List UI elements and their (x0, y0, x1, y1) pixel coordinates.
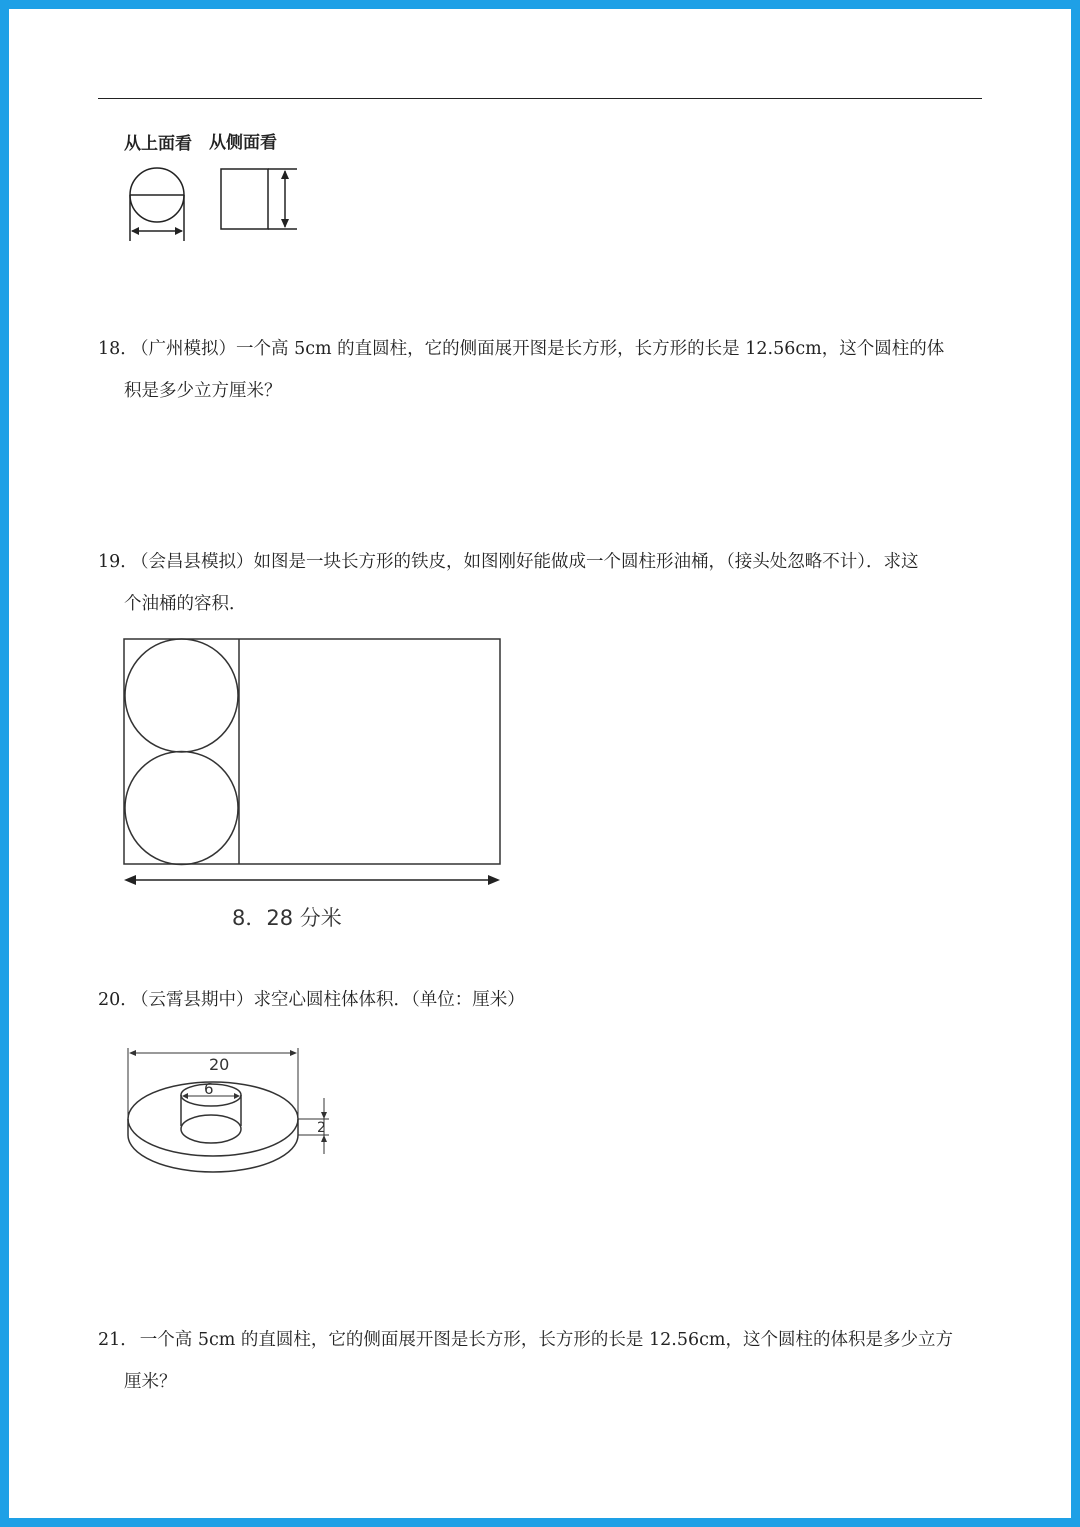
question-number: 21． (98, 1330, 138, 1350)
side-view-label: 从侧面看 (209, 133, 277, 153)
base-circle-bottom (125, 752, 238, 865)
question-text: （云霄县期中）求空心圆柱体体积．（单位：厘米） (139, 990, 525, 1010)
hollow-cylinder-figure (119, 1034, 349, 1194)
length-label: 8．28 分米 (232, 906, 342, 930)
question-text: 一个高 5cm 的直圆柱，它的侧面展开图是长方形，长方形的长是 12.56cm，这个圆柱的体积是多少立方 (139, 1330, 953, 1350)
question-19 (98, 541, 982, 625)
iron-sheet-figure (114, 629, 524, 939)
inner-hole-bottom (181, 1115, 241, 1143)
question-20 (98, 979, 982, 1021)
outer-diameter-label: 20 (209, 1055, 230, 1074)
question-text-continued: 厘米？ (124, 1372, 177, 1392)
question-text-continued: 个油桶的容积． (124, 594, 247, 614)
question-text-continued: 积是多少立方厘米？ (124, 381, 282, 401)
header-rule (98, 98, 982, 99)
top-view-label: 从上面看 (124, 134, 192, 154)
worksheet-page (9, 9, 1071, 1518)
inner-diameter-label: 6 (204, 1080, 214, 1098)
outer-bottom-edge (128, 1135, 298, 1172)
question-text: （广州模拟）一个高 5cm 的直圆柱，它的侧面展开图是长方形，长方形的长是 12.56cm，这个圆柱的体 (139, 339, 945, 359)
question-number: 18． (98, 339, 138, 359)
question-number: 19． (98, 552, 138, 572)
cylinder-views-figure (119, 129, 319, 254)
height-label: 2 (317, 1120, 326, 1136)
question-21 (98, 1319, 982, 1403)
base-circle-top (125, 639, 238, 752)
question-18 (98, 328, 982, 412)
side-view-rectangle (221, 169, 268, 229)
question-number: 20． (98, 990, 138, 1010)
question-text: （会昌县模拟）如图是一块长方形的铁皮，如图刚好能做成一个圆柱形油桶，（接头处忽略不计）．求这 (139, 552, 919, 572)
